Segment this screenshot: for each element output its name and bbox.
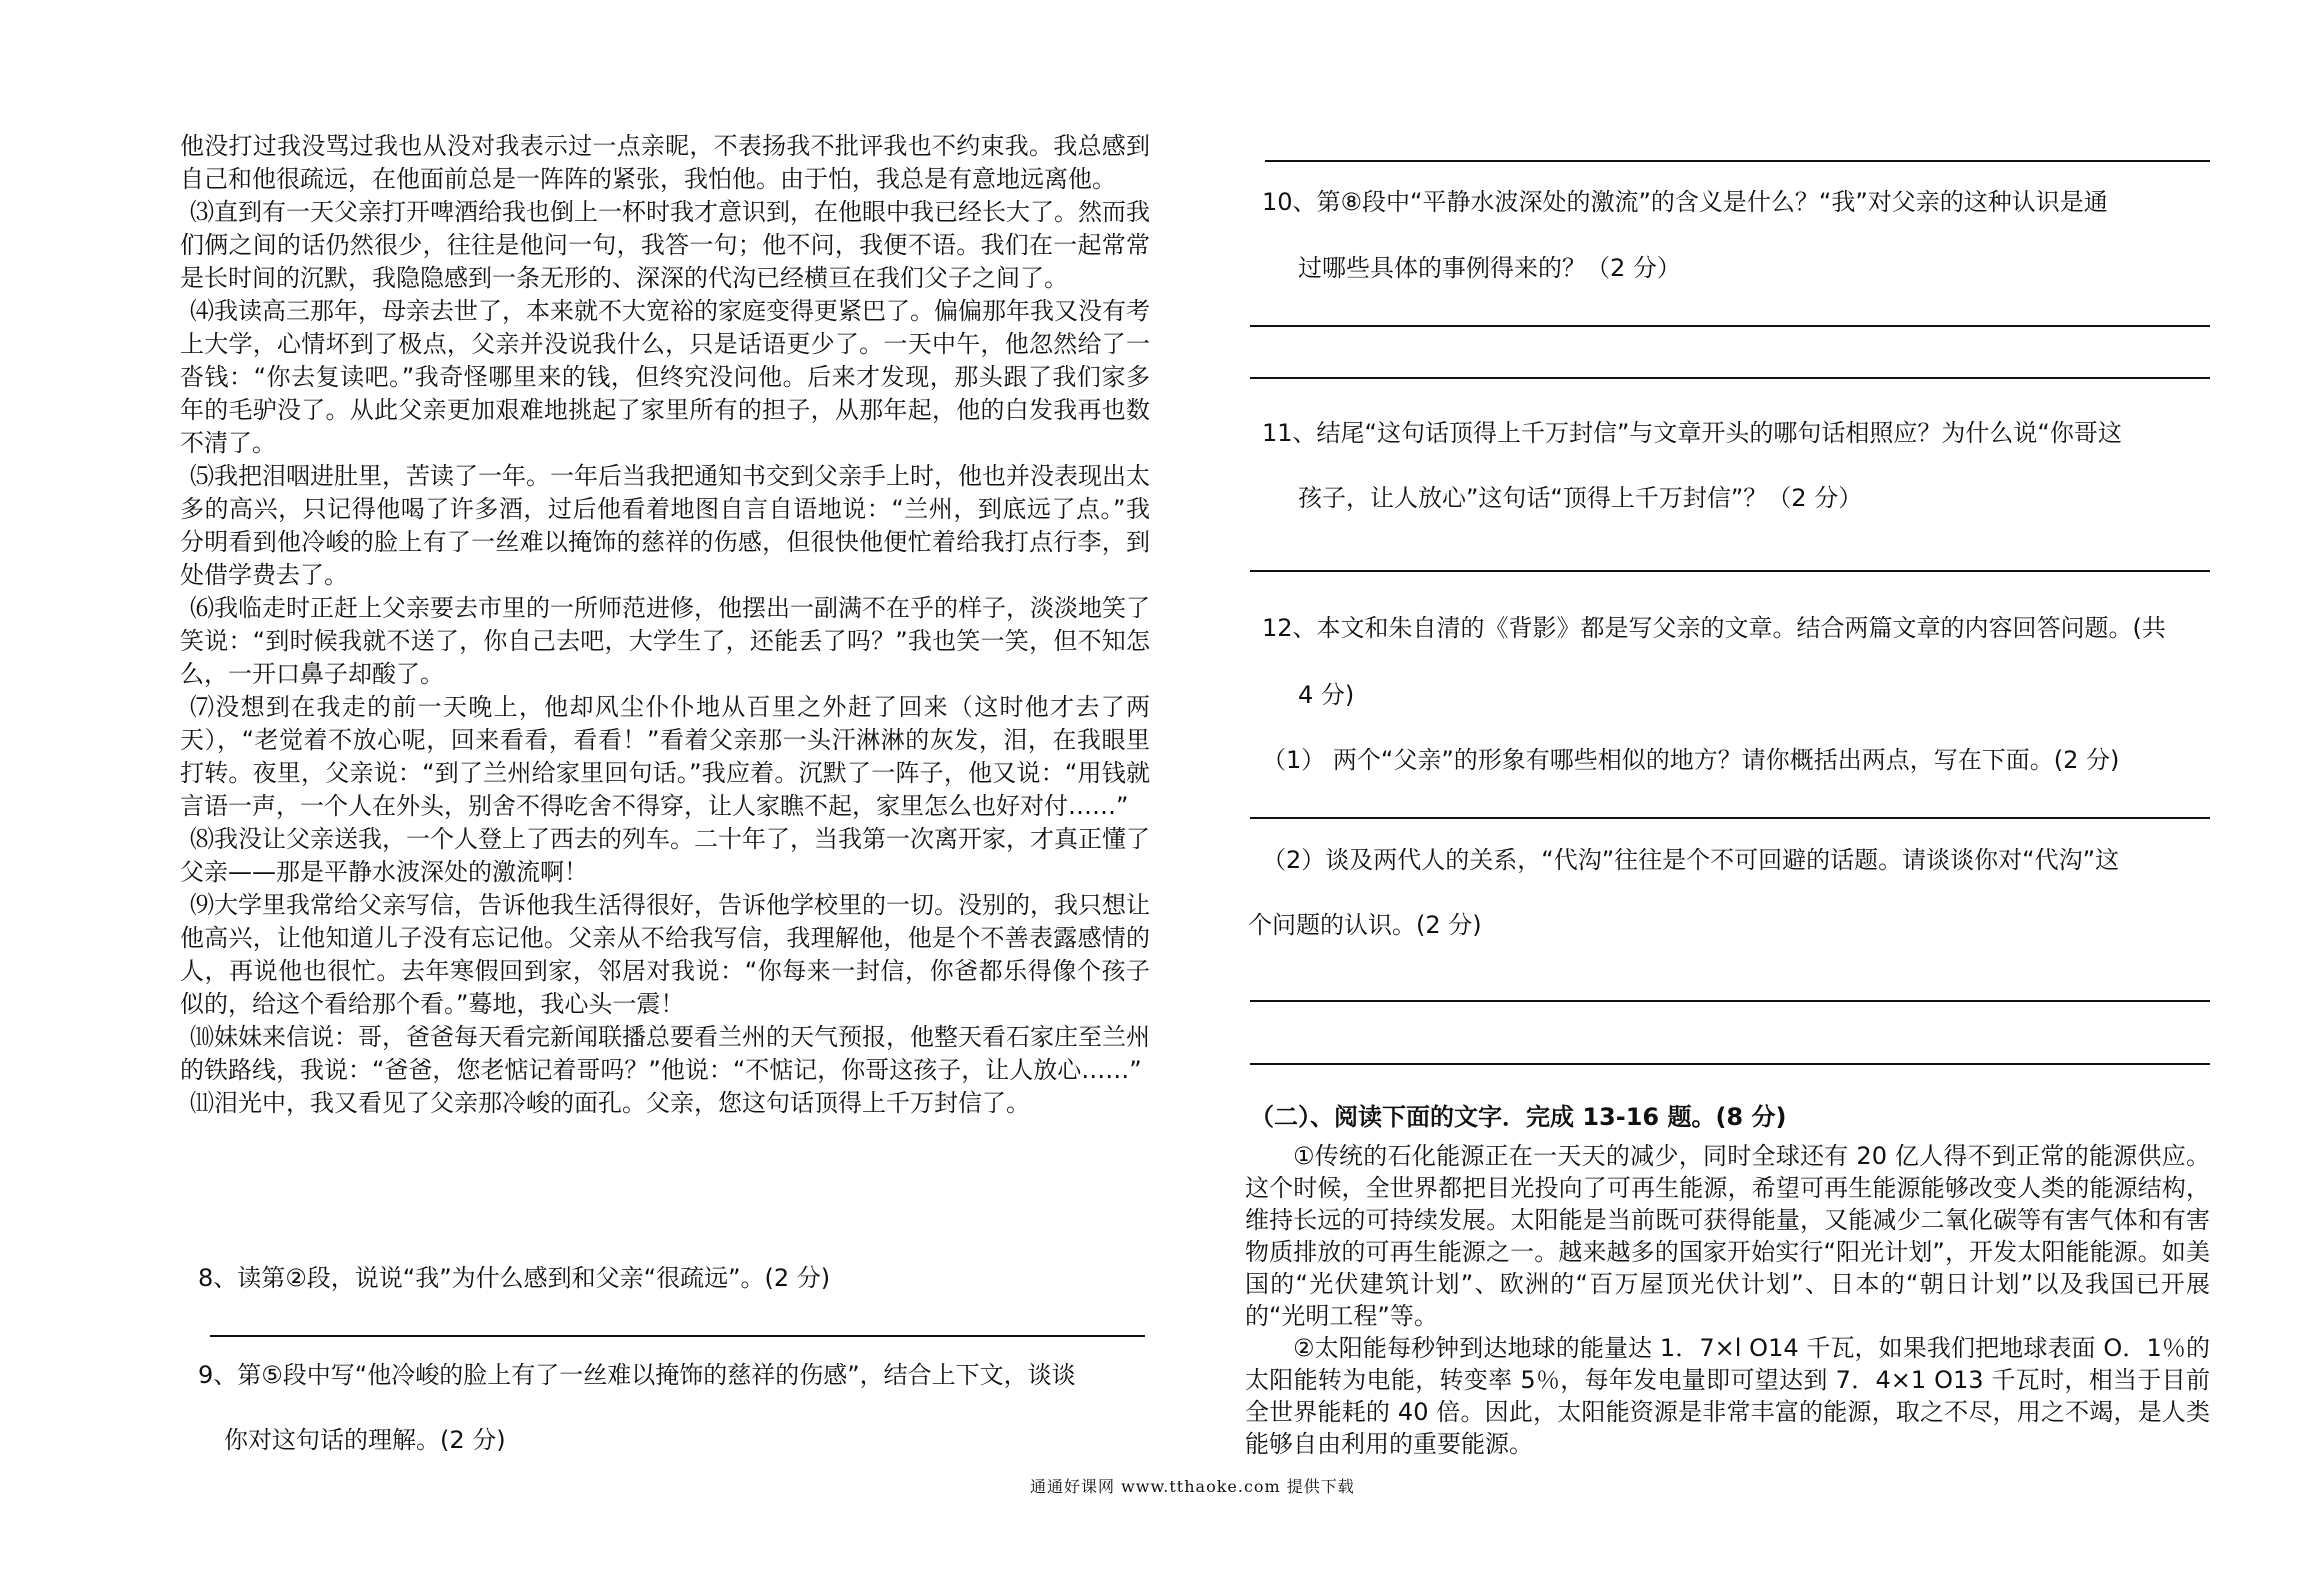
- question-12-line1: 12、本文和朱自清的《背影》都是写父亲的文章。结合两篇文章的内容回答问题。(共: [1262, 614, 2166, 642]
- answer-line-top[interactable]: [1265, 160, 2210, 162]
- question-12-sub1: （1） 两个“父亲”的形象有哪些相似的地方？请你概括出两点，写在下面。(2 分): [1262, 746, 2120, 774]
- reading-paragraph-2: 他没打过我没骂过我也从没对我表示过一点亲昵，不表扬我不批评我也不约束我。我总感到自己和他很疏远，在他面前总是一阵阵的紧张，我怕他。由于怕，我总是有意地远离他。: [180, 132, 1150, 193]
- reading-paragraph-4: ⑷我读高三那年，母亲去世了，本来就不大宽裕的家庭变得更紧巴了。偏偏那年我又没有考上大学，心情坏到了极点，父亲并没说我什么，只是话语更少了。一天中午，他忽然给了一沓钱：“你去复读吧。”我奇怪哪里来的钱，但终究没问他。后来才发现，那头跟了我们家多年的毛驴没了。从此父亲更加艰难地挑起了家里所有的担子，从那年起，他的白发我再也数不清了。: [180, 297, 1150, 457]
- reading-paragraph-6: ⑹我临走时正赶上父亲要去市里的一所师范进修，他摆出一副满不在乎的样子，淡淡地笑了笑说：“到时候我就不送了，你自己去吧，大学生了，还能丢了吗？”我也笑一笑，但不知怎么，一开口鼻子却酸了。: [180, 594, 1150, 688]
- answer-line-q12-1[interactable]: [1250, 817, 2210, 819]
- reading-paragraph-5: ⑸我把泪咽进肚里，苦读了一年。一年后当我把通知书交到父亲手上时，他也并没表现出太多的高兴，只记得他喝了许多酒，过后他看着地图自言自语地说：“兰州，到底远了点。”我分明看到他冷峻的脸上有了一丝难以掩饰的慈祥的伤感，但很快他便忙着给我打点行李，到处借学费去了。: [180, 462, 1150, 589]
- question-9-line1: 9、第⑤段中写“他冷峻的脸上有了一丝难以掩饰的慈祥的伤感”，结合上下文，谈谈: [198, 1361, 1076, 1389]
- section-2-paragraph-1: ①传统的石化能源正在一天天的减少，同时全球还有 20 亿人得不到正常的能源供应。这个时候，全世界都把目光投向了可再生能源，希望可再生能源能够改变人类的能源结构，维持长远的可持续发展。太阳能是当前既可获得能量，又能减少二氧化碳等有害气体和有害物质排放的可再生能源之一。越来越多的国家开始实行“阳光计划”，开发太阳能能源。如美国的“光伏建筑计划”、欧洲的“百万屋顶光伏计划”、日本的“朝日计划”以及我国已开展的“光明工程”等。: [1245, 1142, 2210, 1330]
- reading-paragraph-7: ⑺没想到在我走的前一天晚上，他却风尘仆仆地从百里之外赶了回来（这时他才去了两天），“老觉着不放心呢，回来看看，看看！”看着父亲那一头汗淋淋的灰发，泪，在我眼里打转。夜里，父亲说：“到了兰州给家里回句话。”我应着。沉默了一阵子，他又说：“用钱就言语一声，一个人在外头，别舍不得吃舍不得穿，让人家瞧不起，家里怎么也好对付……”: [180, 693, 1150, 820]
- answer-line-q10-a[interactable]: [1250, 325, 2210, 327]
- reading-paragraph-9: ⑼大学里我常给父亲写信，告诉他我生活得很好，告诉他学校里的一切。没别的，我只想让他高兴，让他知道儿子没有忘记他。父亲从不给我写信，我理解他，他是个不善表露感情的人，再说他也很忙。去年寒假回到家，邻居对我说：“你每来一封信，你爸都乐得像个孩子似的，给这个看给那个看。”蓦地，我心头一震！: [180, 891, 1150, 1018]
- reading-paragraph-11: ⑾泪光中，我又看见了父亲那冷峻的面孔。父亲，您这句话顶得上千万封信了。: [190, 1089, 1030, 1117]
- question-10-line1: 10、第⑧段中“平静水波深处的激流”的含义是什么？“我”对父亲的这种认识是通: [1262, 188, 2108, 216]
- answer-line-q8[interactable]: [210, 1335, 1145, 1337]
- left-column: [180, 130, 1150, 1120]
- section-2-paragraph-2: ②太阳能每秒钟到达地球的能量达 1．7×l O14 千瓦，如果我们把地球表面 O．1％的太阳能转为电能，转变率 5％，每年发电量即可望达到 7．4×1 O13 千瓦时，相当于目前全世界能耗的 40 倍。因此，太阳能资源是非常丰富的能源，取之不尽，用之不竭，是人类能够自由利用的重要能源。: [1245, 1334, 2210, 1458]
- answer-line-q12-2a[interactable]: [1250, 1000, 2210, 1002]
- question-12-sub2-line2: 个问题的认识。(2 分): [1248, 911, 1482, 939]
- answer-line-q12-2b[interactable]: [1250, 1063, 2210, 1065]
- question-12-sub2-line1: （2）谈及两代人的关系，“代沟”往往是个不可回避的话题。请谈谈你对“代沟”这: [1262, 846, 2120, 874]
- section-2-text: [1245, 1140, 2210, 1460]
- section-2-title: （二）、阅读下面的文字．完成 13-16 题。(8 分): [1250, 1103, 1787, 1131]
- reading-paragraph-10: ⑽妹妹来信说：哥，爸爸每天看完新闻联播总要看兰州的天气预报，他整天看石家庄至兰州的铁路线，我说：“爸爸，您老惦记着哥吗？”他说：“不惦记，你哥这孩子，让人放心……”: [180, 1023, 1150, 1084]
- reading-paragraph-3: ⑶直到有一天父亲打开啤酒给我也倒上一杯时我才意识到，在他眼中我已经长大了。然而我们俩之间的话仍然很少，往往是他问一句，我答一句；他不问，我便不语。我们在一起常常是长时间的沉默，我隐隐感到一条无形的、深深的代沟已经横亘在我们父子之间了。: [180, 198, 1150, 292]
- question-11-line2: 孩子，让人放心”这句话“顶得上千万封信”？（2 分）: [1298, 484, 1863, 512]
- question-12-line2: 4 分): [1298, 681, 1355, 709]
- footer-credit: 通通好课网 www.tthaoke.com 提供下载: [1030, 1477, 1355, 1496]
- question-8: 8、读第②段，说说“我”为什么感到和父亲“很疏远”。(2 分): [198, 1264, 831, 1292]
- question-10-line2: 过哪些具体的事例得来的？（2 分）: [1298, 254, 1681, 282]
- reading-paragraph-8: ⑻我没让父亲送我，一个人登上了西去的列车。二十年了，当我第一次离开家，才真正懂了父亲——那是平静水波深处的激流啊！: [180, 825, 1150, 886]
- answer-line-q10-b[interactable]: [1250, 377, 2210, 379]
- question-9-line2: 你对这句话的理解。(2 分): [224, 1426, 506, 1454]
- question-11-line1: 11、结尾“这句话顶得上千万封信”与文章开头的哪句话相照应？为什么说“你哥这: [1262, 419, 2122, 447]
- answer-line-q11[interactable]: [1250, 570, 2210, 572]
